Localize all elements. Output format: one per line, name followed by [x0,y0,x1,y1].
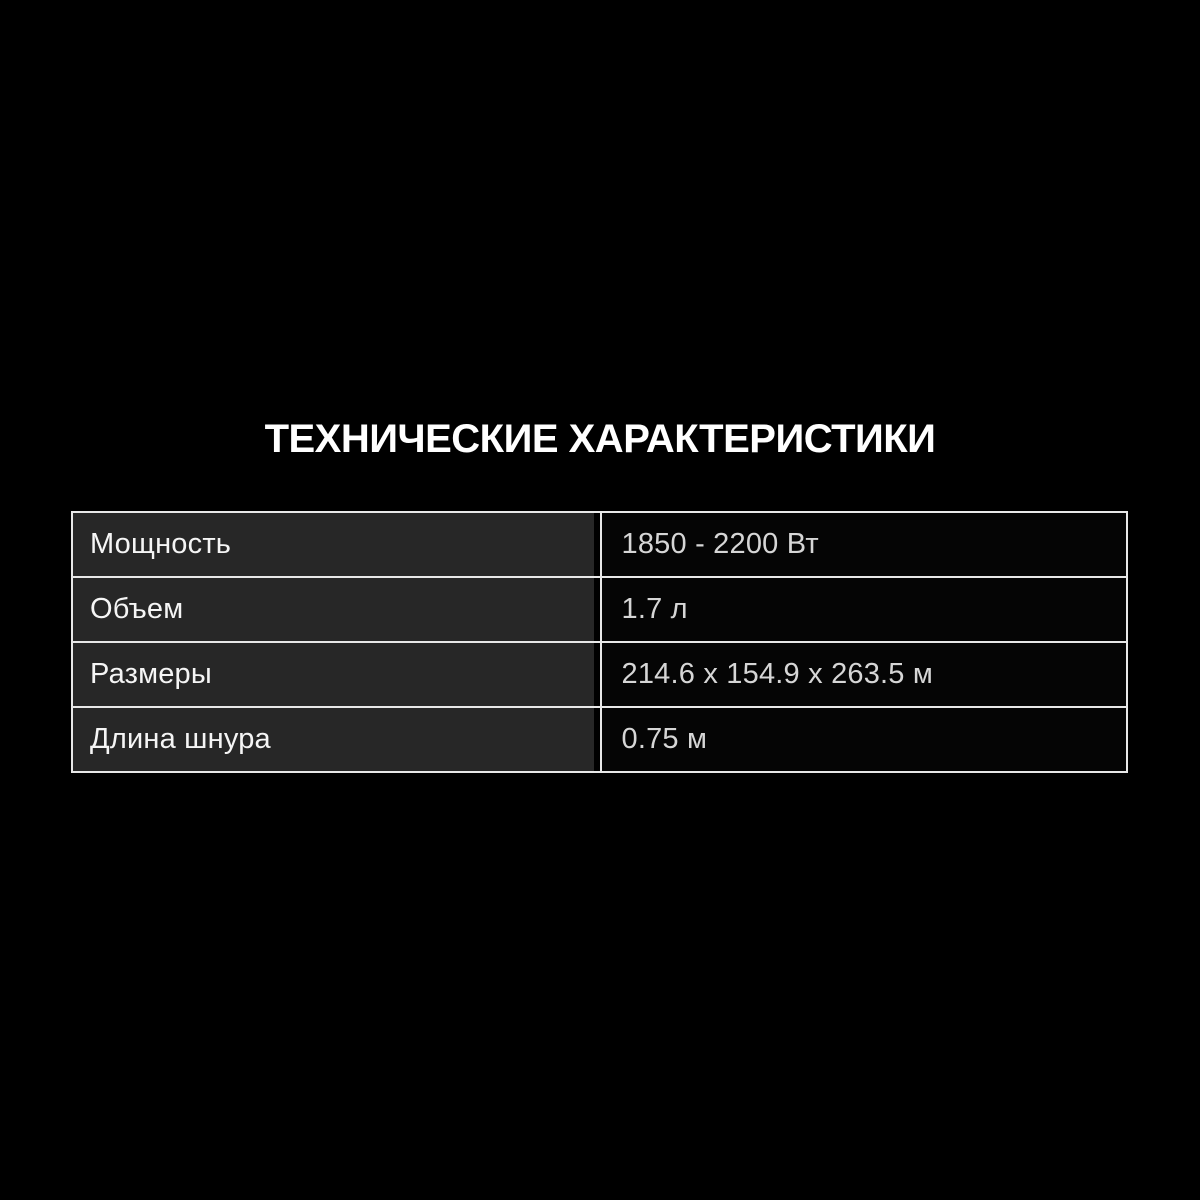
table-row [73,513,1126,578]
spec-label: Длина шнура [73,708,600,771]
table-row [73,708,1126,771]
spec-table [71,511,1128,773]
spec-value: 1.7 л [600,578,1127,641]
spec-label: Мощность [73,513,600,576]
spec-value: 214.6 x 154.9 x 263.5 м [600,643,1127,706]
spec-label: Объем [73,578,600,641]
table-row [73,643,1126,708]
spec-label: Размеры [73,643,600,706]
table-row [73,578,1126,643]
spec-value: 0.75 м [600,708,1127,771]
page-title: ТЕХНИЧЕСКИЕ ХАРАКТЕРИСТИКИ [264,417,936,461]
spec-value: 1850 - 2200 Вт [600,513,1127,576]
